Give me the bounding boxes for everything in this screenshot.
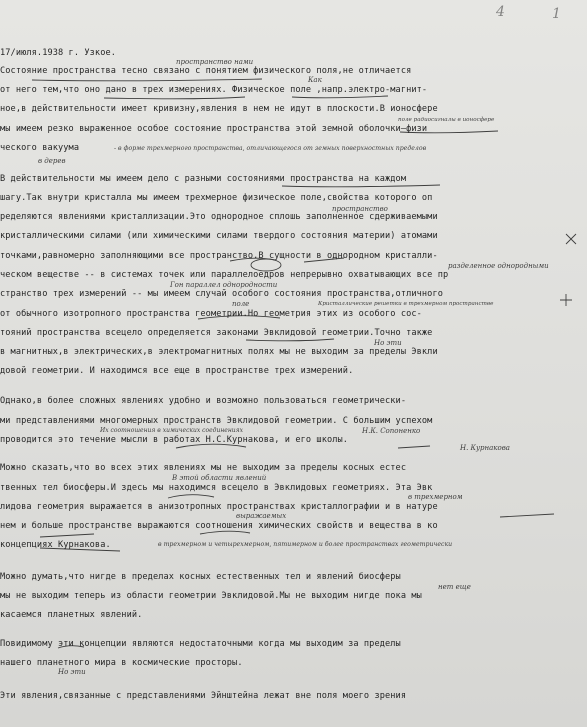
text-line: шагу.Так внутри кристалла мы имеем трехмерное физическое поле,свойства которого оп [0, 193, 433, 203]
handwritten-note: в дерев [38, 157, 66, 165]
strike-stroke [500, 514, 554, 517]
margin-mark [560, 294, 572, 306]
text-line: ределяются явлениями кристаллизации.Это однородное сплошь заполненное сдерживаемыми [0, 212, 438, 222]
page-corner-number: 1 [552, 6, 561, 22]
handwritten-note: В этой области явлений [172, 474, 267, 482]
text-line: довой геометрии. И находимся все еще в пространстве трех измерений. [0, 366, 354, 376]
margin-mark [566, 234, 576, 244]
text-line: нем и больше пространстве выражаются соотношения химических свойств и вещества в ко [0, 521, 438, 531]
strike-stroke [176, 444, 246, 448]
text-line: Можно сказать,что во всех этих явлениях мы не выходим за пределы косных естес [0, 463, 407, 473]
handwritten-note: поле радиосигналы в ионосфере [398, 117, 495, 123]
text-line: проводится это течение мысли в работах Н.С.Курнакова, и его школы. [0, 435, 349, 445]
text-line: странство трех измерений -- мы имеем случай особого состояния пространства,отличного [0, 289, 444, 299]
text-line: касаемся планетных явлений. [0, 610, 143, 620]
handwritten-note: Гон параллел однородности [170, 281, 278, 289]
text-line: Состояние пространства тесно связано с понятием физического поля,не отличается [0, 66, 412, 76]
text-line: в магнитных,в электрических,в электромагнитных полях мы не выходим за пределы Эвкли [0, 347, 438, 357]
text-line: мы не выходим теперь из области геометрии Эвклидовой.Мы не выходим нигде пока мы [0, 591, 422, 601]
handwritten-note: Н. Курнакова [460, 444, 510, 452]
underline-stroke [282, 185, 440, 187]
text-line: точками,равномерно заполняющими все пространство.В сущности в однородном кристалли- [0, 251, 438, 261]
archive-mark-icon: 4 [496, 4, 505, 20]
text-line: Однако,в более сложных явлениях удобно и возможно пользоваться геометрически- [0, 396, 407, 406]
circle-mark [251, 259, 281, 271]
text-line: нашего планетного мира в космические просторы. [0, 658, 243, 668]
handwritten-note: Их соотношения в химических соединениях [100, 427, 244, 434]
text-line: твенных тел биосферы.И здесь мы находимся всецело в Эвклидовых геометриях. Эта Эвк [0, 483, 433, 493]
text-line: Эти явления,связанные с представлениями Эйнштейна лежат вне поля моего зрения [0, 691, 407, 701]
handwritten-note: Кристаллические решетки в трехмерном пространстве [318, 301, 494, 307]
strike-stroke [168, 495, 214, 498]
strike-stroke [198, 316, 280, 319]
handwritten-note: Как [308, 76, 322, 84]
text-line: тояний пространства всецело определяется законами Эвклидовой геометрии.Точно также [0, 328, 433, 338]
strike-stroke [398, 446, 430, 448]
underline-stroke [246, 339, 334, 341]
handwritten-note: в трехмерном [408, 493, 463, 501]
handwritten-note: в трехмерном и четырехмерном, пятимерном и более пространствах геометрически [158, 541, 453, 548]
text-line: ное,в действительности имеет кривизну,явления в нем не идут в плоскости.В ионосфере [0, 104, 438, 114]
text-line: от него тем,что оно дано в трех измерениях. Физическое поле ,напр.электро-магнит- [0, 85, 428, 95]
handwritten-note: выражаемых [236, 512, 287, 520]
text-line: Можно думать,что нигде в пределах косных естественных тел и явлений биосферы [0, 572, 401, 582]
underline-stroke [104, 97, 245, 99]
date-place-line: 17/июля.1938 г. Узкое. [0, 48, 117, 58]
handwritten-note: Но эти [58, 668, 86, 676]
handwritten-note: разделенное однородными [448, 262, 549, 270]
text-line: концепциях Курнакова. [0, 540, 111, 550]
underline-stroke [40, 548, 120, 551]
strike-stroke [40, 534, 94, 537]
text-line: мы имеем резко выраженное особое состояние пространства этой земной оболочки—физи [0, 124, 428, 134]
text-line: от обычного изотропного пространства геометрии.Но геометрия этих из особого сос- [0, 309, 422, 319]
text-line: В действительности мы имеем дело с разными состояниями пространства на каждом [0, 174, 407, 184]
strike-stroke [58, 646, 84, 648]
underline-stroke [292, 96, 388, 98]
handwritten-note: пространство [332, 205, 388, 213]
strike-stroke [200, 531, 250, 534]
text-line: Повидимому эти концепции являются недостаточными когда мы выходим за пределы [0, 639, 401, 649]
text-line: кристаллическими силами (или химическими силами твердого состояния материи) атомами [0, 231, 438, 241]
text-line: лидова геометрия выражается в анизотропных пространствах кристаллографии и в натуре [0, 502, 438, 512]
handwritten-note: пространство нами [176, 58, 254, 66]
handwritten-note: нет еще [438, 583, 471, 591]
underline-stroke [32, 79, 262, 81]
text-line: ми представлениями многомерных пространств Эвклидовой геометрии. С большим успехом [0, 416, 433, 426]
text-line: ческого вакуума [0, 143, 80, 153]
handwritten-note: Но эти [374, 339, 402, 347]
text-line: ческом веществе -- в системах точек или параллелоедров непрерывно охватывающих все пр [0, 270, 449, 280]
handwritten-note: поле [232, 300, 250, 308]
handwritten-note: Н.К. Сопоненко [362, 427, 421, 435]
handwritten-note: - в форме трехмерного пространства, отличающегося от земных поверхностных пределов [114, 145, 427, 152]
underline-stroke [400, 131, 498, 133]
strike-stroke [304, 258, 344, 262]
